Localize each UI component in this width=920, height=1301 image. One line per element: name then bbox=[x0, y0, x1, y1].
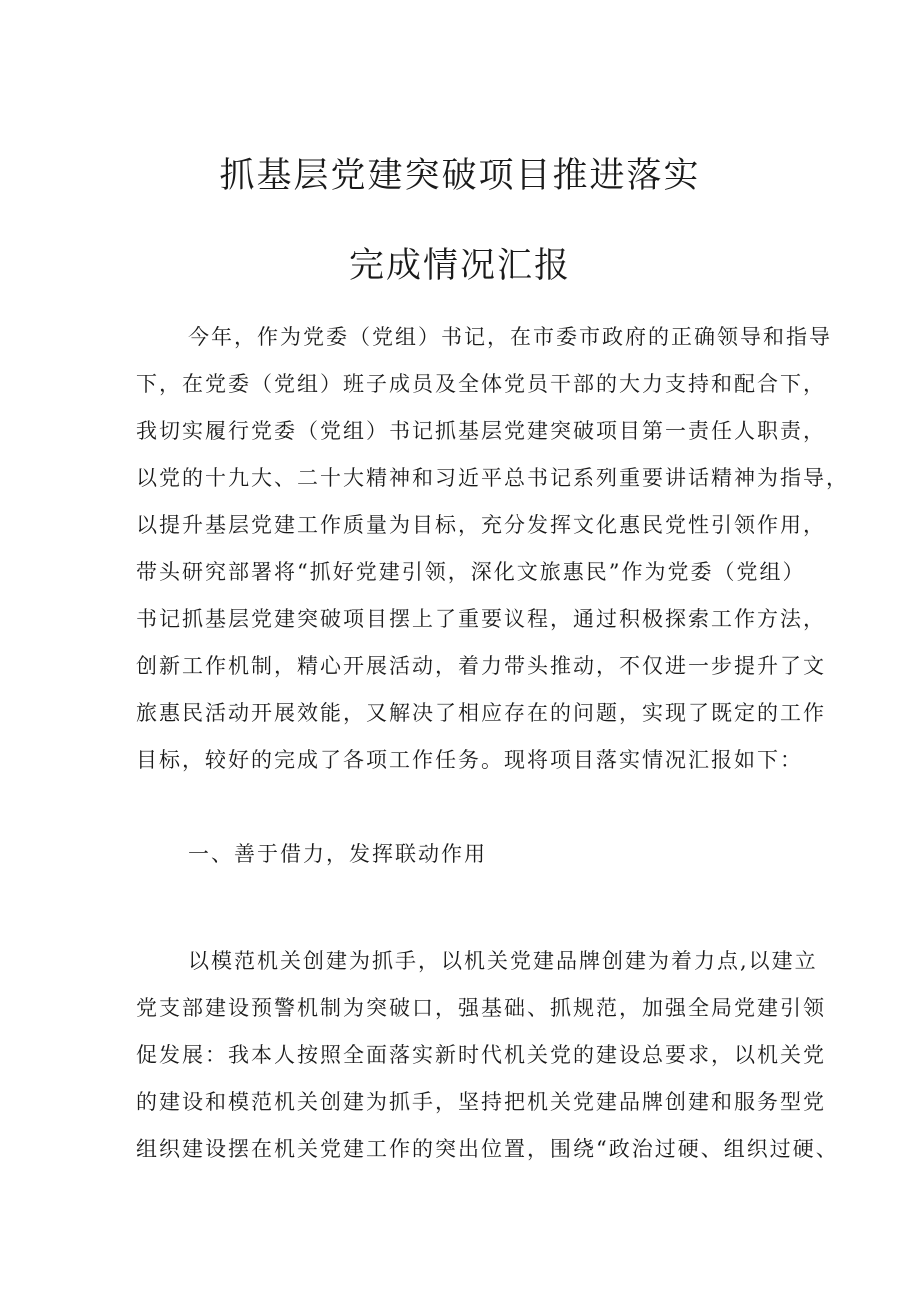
paragraph-line: 带头研究部署将“抓好党建引领，深化文旅惠民”作为党委（党组） bbox=[136, 560, 806, 584]
section-heading bbox=[136, 831, 796, 878]
document-subtitle: 完成情况汇报 bbox=[348, 246, 571, 286]
paragraph-line: 下，在党委（党组）班子成员及全体党员干部的大力支持和配合下， bbox=[136, 372, 826, 396]
paragraph-line: 组织建设摆在机关党建工作的突出位置，围绕“政治过硬、组织过硬、 bbox=[136, 1137, 839, 1161]
paragraph-line: 党支部建设预警机制为突破口，强基础、抓规范，加强全局党建引领 bbox=[136, 996, 826, 1020]
paragraph-line: 我切实履行党委（党组）书记抓基层党建突破项目第一责任人职责， bbox=[136, 419, 826, 443]
paragraph-line: 以模范机关创建为抓手，以机关党建品牌创建为着力点,以建立 bbox=[188, 949, 818, 973]
paragraph-line: 以党的十九大、二十大精神和习近平总书记系列重要讲话精神为指导， bbox=[136, 466, 849, 490]
paragraph-line: 目标，较好的完成了各项工作任务。现将项目落实情况汇报如下： bbox=[136, 748, 803, 772]
paragraph-line: 促发展：我本人按照全面落实新时代机关党的建设总要求，以机关党 bbox=[136, 1043, 826, 1067]
intro-paragraph bbox=[136, 314, 849, 784]
paragraph-line: 今年，作为党委（党组）书记，在市委市政府的正确领导和指导 bbox=[188, 325, 832, 349]
paragraph-line: 以提升基层党建工作质量为目标，充分发挥文化惠民党性引领作用， bbox=[136, 513, 826, 537]
section-heading-text: 一、善于借力，发挥联动作用 bbox=[188, 842, 487, 866]
paragraph-line: 旅惠民活动开展效能，又解决了相应存在的问题，实现了既定的工作 bbox=[136, 701, 826, 725]
paragraph-line: 创新工作机制，精心开展活动，着力带头推动，不仅进一步提升了文 bbox=[136, 654, 826, 678]
section-paragraph bbox=[136, 938, 839, 1173]
paragraph-line: 书记抓基层党建突破项目摆上了重要议程，通过积极探索工作方法， bbox=[136, 607, 826, 631]
document-title: 抓基层党建突破项目推进落实 bbox=[219, 156, 701, 196]
paragraph-line: 的建设和模范机关创建为抓手，坚持把机关党建品牌创建和服务型党 bbox=[136, 1090, 826, 1114]
